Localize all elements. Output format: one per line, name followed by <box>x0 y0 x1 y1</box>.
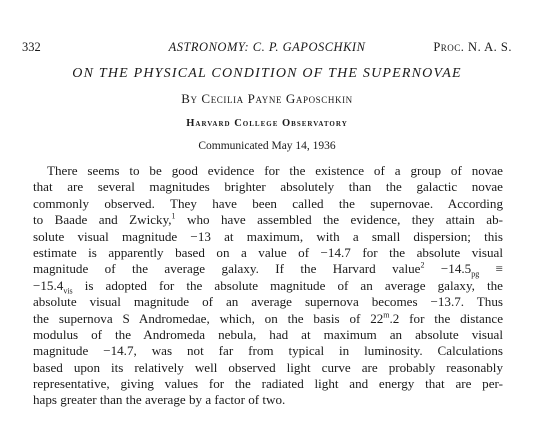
body-line: representative, giving values for the radiated light and energy that are per- <box>33 376 503 392</box>
body-line: solute visual magnitude −13 at maximum, with a small dispersion; this <box>33 228 503 244</box>
footnote-ref: 1 <box>171 211 176 221</box>
body-line: magnitude −14.7, was not far from typical in luminosity. Calculations <box>33 343 503 359</box>
body-line: the supernova S Andromedae, which, on the basis of 22$^m$.2 for the distance <box>33 310 504 326</box>
footnote-ref: 2 <box>420 260 425 270</box>
body-paragraph <box>33 163 503 409</box>
body-line: commonly observed. They have been called the supernovae. According <box>33 195 503 211</box>
article-affiliation: Harvard College Observatory <box>186 118 348 129</box>
body-line: There seems to be good evidence for the existence of a group of novae <box>47 163 503 178</box>
body-line: estimate is apparently based on a value of −14.7 for the absolute visual <box>33 244 503 260</box>
journal-name: Proc. N. A. S. <box>433 40 512 54</box>
article-author: By Cecilia Payne Gaposchkin <box>181 91 353 106</box>
body-line: magnitude of the average galaxy. If the Harvard value$^2$ $-14.5_{pg}$ ≡ <box>33 260 503 279</box>
article-title: ON THE PHYSICAL CONDITION OF THE SUPERNOVAE <box>72 66 462 81</box>
body-line: $-15.4_{vis}$ is adopted for the absolute magnitude of an average galaxy, the <box>33 277 503 296</box>
body-line: haps greater than the average by a factor of two. <box>33 392 286 408</box>
communication-date: Communicated May 14, 1936 <box>198 140 336 152</box>
body-line: absolute visual magnitude of an average supernova becomes −13.7. Thus <box>33 294 503 310</box>
body-line: modulus of the Andromeda nebula, had at maximum an absolute visual <box>33 326 503 342</box>
body-line: to Baade and Zwicky,$^1$ who have assembled the evidence, they attain ab- <box>33 211 504 228</box>
body-line: that are several magnitudes brighter absolutely than the galactic novae <box>33 179 503 195</box>
running-title: ASTRONOMY: C. P. GAPOSCHKIN <box>168 40 366 54</box>
body-line: based upon its relatively well observed light curve are probably reasonably <box>33 359 503 375</box>
page-number: 332 <box>22 40 41 54</box>
